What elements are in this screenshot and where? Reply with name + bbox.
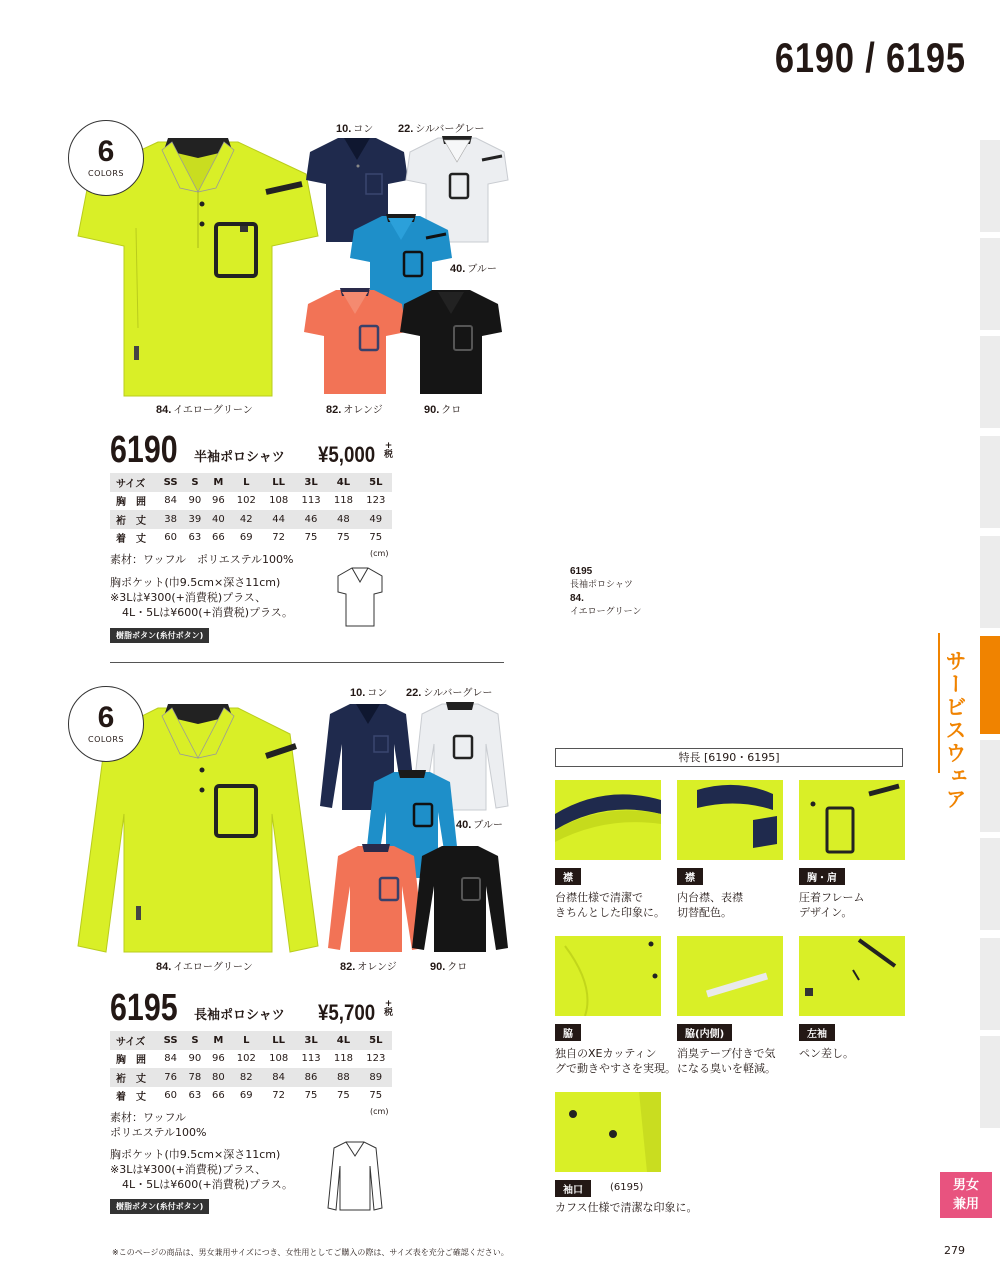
product-number: 6195 [110, 987, 178, 1029]
color-label: 40. ブルー [456, 819, 503, 831]
feature-tag: 胸・肩 [799, 868, 845, 885]
category-tab[interactable] [980, 636, 1000, 734]
colors-text: COLORS [88, 169, 124, 178]
table-row: サイズ SS S M L LL 3L 4L 5L [110, 473, 392, 492]
feature-tag: 襟 [555, 868, 581, 885]
side-tab[interactable] [980, 238, 1000, 330]
back-view-6195 [326, 1140, 384, 1212]
table-row: 胸 囲 84 90 96 102 108 113 118 123 [116, 495, 386, 509]
color-label: 40. ブルー [450, 263, 497, 275]
color-label: 22. シルバーグレー [406, 687, 493, 699]
colors-count: 6 [97, 135, 115, 168]
color-label: 10. コン [350, 687, 388, 699]
feature-photo-collar [555, 780, 661, 860]
feature-desc: 内台襟、表襟 切替配色。 [677, 891, 743, 919]
page-number: 279 [944, 1244, 965, 1257]
tax-mark: + 税 [384, 441, 394, 460]
back-view-6190 [336, 566, 384, 628]
side-tab[interactable] [980, 838, 1000, 930]
feature-tag: 脇 [555, 1024, 581, 1041]
color-label: 10. コン [336, 123, 374, 135]
table-row: 着 丈 60 63 66 69 72 75 75 75 [116, 532, 383, 546]
feature-photo-collar-inner [677, 780, 783, 860]
colors-count: 6 [97, 701, 115, 734]
color-label: 84. イエローグリーン [156, 961, 253, 973]
feature-desc: 消臭テープ付きで気 になる臭いを軽減。 [677, 1047, 776, 1075]
colors-badge [68, 120, 144, 196]
unit-label: (cm) [370, 1107, 389, 1116]
feature-tag: 襟 [677, 868, 703, 885]
shirt-6190-orange [302, 286, 408, 396]
feature-tag: 袖口 [555, 1180, 591, 1197]
feature-photo-chest [799, 780, 905, 860]
color-label: 82. オレンジ [340, 961, 397, 973]
section-divider [110, 662, 504, 663]
color-label: 22. シルバーグレー [398, 123, 485, 135]
spec-notes: 胸ポケット(巾9.5cm×深さ11cm) ※3Lは¥300(+消費税)プラス、 4L・5Lは¥600(+消費税)プラス。 [110, 1148, 294, 1191]
features-heading: 特長 [6190・6195] [555, 748, 903, 767]
color-label: 90. クロ [430, 961, 468, 973]
side-tab[interactable] [980, 536, 1000, 628]
side-tab[interactable] [980, 740, 1000, 832]
gender-tab-line2: 兼用 [952, 1197, 979, 1212]
feature-desc: カフス仕様で清潔な印象に。 [555, 1201, 698, 1214]
category-label: サービスウェア [943, 650, 967, 811]
size-table-6190 [110, 473, 392, 547]
table-row: 裄 丈 38 39 40 42 44 46 48 49 [110, 510, 392, 529]
table-row: サイズ SS S M L LL 3L 4L 5L [110, 1031, 392, 1050]
product-name: 半袖ポロシャツ [194, 450, 285, 465]
feature-extra: (6195) [610, 1182, 644, 1193]
side-tab[interactable] [980, 436, 1000, 528]
model-note: 6195 長袖ポロシャツ 84. イエローグリーン [570, 566, 642, 617]
feature-desc: 台襟仕様で清潔で きちんとした印象に。 [555, 891, 665, 919]
feature-desc: 圧着フレーム デザイン。 [799, 891, 865, 919]
button-tag: 樹脂ボタン(糸付ボタン) [110, 1199, 209, 1214]
gender-tab-line1: 男女 [952, 1178, 979, 1193]
side-tab[interactable] [980, 140, 1000, 232]
feature-tag: 脇(内側) [677, 1024, 732, 1041]
material-text: 素材：ワッフル ポリエステル100% [110, 1111, 207, 1139]
unit-label: (cm) [370, 549, 389, 558]
material-text: 素材：ワッフル ポリエステル100% [110, 553, 294, 566]
footnote: ※このページの商品は、男女兼用サイズにつき、女性用としてご購入の際は、サイズ表を充分ご確認ください。 [112, 1248, 509, 1257]
table-row: 裄 丈 76 78 80 82 84 86 88 89 [110, 1068, 392, 1087]
table-row: 着 丈 60 63 66 69 72 75 75 75 [116, 1090, 383, 1104]
shirt-6195-black [410, 842, 510, 954]
gender-tab [940, 1172, 992, 1218]
shirt-6190-black [398, 286, 504, 396]
color-label: 84. イエローグリーン [156, 404, 253, 416]
product-number: 6190 [110, 429, 178, 471]
table-row: 胸 囲 84 90 96 102 108 113 118 123 [116, 1053, 386, 1067]
product-price: ¥5,700 [318, 1000, 376, 1025]
color-label: 82. オレンジ [326, 404, 383, 416]
spec-notes: 胸ポケット(巾9.5cm×深さ11cm) ※3Lは¥300(+消費税)プラス、 4L・5Lは¥600(+消費税)プラス。 [110, 576, 294, 619]
side-tab[interactable] [980, 1036, 1000, 1128]
side-tab[interactable] [980, 938, 1000, 1030]
colors-badge [68, 686, 144, 762]
button-tag: 樹脂ボタン(糸付ボタン) [110, 628, 209, 643]
product-name: 長袖ポロシャツ [194, 1008, 285, 1023]
feature-photo-side-inner [677, 936, 783, 1016]
feature-desc: ペン差し。 [799, 1047, 854, 1060]
feature-tag: 左袖 [799, 1024, 835, 1041]
size-table-6195 [110, 1031, 392, 1105]
feature-desc: 独自のXEカッティン グで動きやすさを実現。 [555, 1047, 676, 1075]
side-tab[interactable] [980, 336, 1000, 428]
feature-photo-side [555, 936, 661, 1016]
feature-photo-sleeve [799, 936, 905, 1016]
product-price: ¥5,000 [318, 442, 376, 467]
feature-photo-cuff [555, 1092, 661, 1172]
color-label: 90. クロ [424, 404, 462, 416]
colors-text: COLORS [88, 735, 124, 744]
page-title: 6190 / 6195 [775, 34, 966, 81]
tax-mark: + 税 [384, 999, 394, 1018]
